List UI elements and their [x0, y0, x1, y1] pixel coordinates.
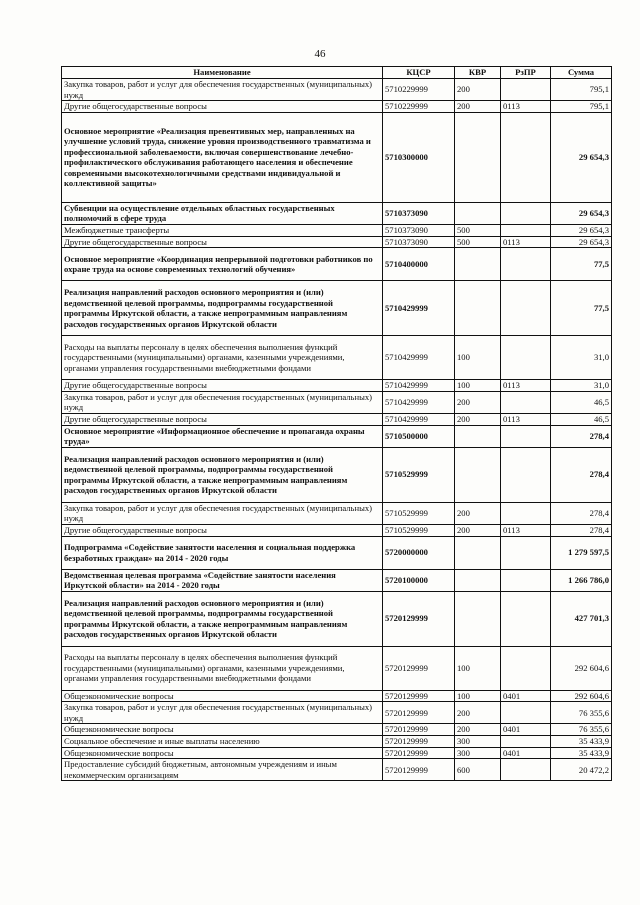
- table-row: [62, 79, 612, 101]
- cell-code: 5710429999: [383, 380, 455, 392]
- table-header-row: [62, 67, 612, 79]
- cell-rzpr: [501, 736, 551, 748]
- table-row: [62, 413, 612, 425]
- cell-kvr: [455, 447, 501, 502]
- cell-rzpr: 0113: [501, 236, 551, 248]
- cell-code: 5710529999: [383, 447, 455, 502]
- cell-sum: 46,5: [551, 413, 612, 425]
- cell-rzpr: [501, 224, 551, 236]
- cell-kvr: 100: [455, 690, 501, 702]
- cell-name: Другие общегосударственные вопросы: [62, 380, 383, 392]
- cell-name: Межбюджетные трансферты: [62, 224, 383, 236]
- cell-name: Общеэкономические вопросы: [62, 690, 383, 702]
- cell-code: 5710300000: [383, 112, 455, 202]
- table-row: [62, 724, 612, 736]
- cell-sum: 29 654,3: [551, 236, 612, 248]
- cell-rzpr: 0401: [501, 747, 551, 759]
- cell-sum: 278,4: [551, 447, 612, 502]
- cell-name: Другие общегосударственные вопросы: [62, 236, 383, 248]
- cell-code: 5710429999: [383, 281, 455, 336]
- cell-sum: 31,0: [551, 380, 612, 392]
- cell-sum: 795,1: [551, 79, 612, 101]
- cell-kvr: [455, 112, 501, 202]
- table-row: [62, 569, 612, 591]
- table-row: [62, 536, 612, 569]
- cell-kvr: 200: [455, 79, 501, 101]
- header-sum: Сумма: [551, 67, 612, 79]
- cell-kvr: [455, 591, 501, 646]
- cell-name: Общеэкономические вопросы: [62, 724, 383, 736]
- cell-sum: 35 433,9: [551, 736, 612, 748]
- header-rzpr: РзПР: [501, 67, 551, 79]
- table-row: [62, 447, 612, 502]
- table-row: [62, 747, 612, 759]
- cell-sum: 77,5: [551, 248, 612, 281]
- cell-rzpr: [501, 112, 551, 202]
- cell-rzpr: 0113: [501, 380, 551, 392]
- cell-sum: 1 266 786,0: [551, 569, 612, 591]
- cell-name: Другие общегосударственные вопросы: [62, 413, 383, 425]
- budget-table: [61, 66, 612, 781]
- cell-name: Ведомственная целевая программа «Содействие занятости населения Иркутской области» на 2014 - 2020 годы: [62, 569, 383, 591]
- table-row: [62, 425, 612, 447]
- cell-kvr: 300: [455, 747, 501, 759]
- cell-kvr: [455, 425, 501, 447]
- cell-code: 5720129999: [383, 736, 455, 748]
- header-kvr: КВР: [455, 67, 501, 79]
- cell-rzpr: [501, 536, 551, 569]
- cell-sum: 77,5: [551, 281, 612, 336]
- cell-name: Другие общегосударственные вопросы: [62, 524, 383, 536]
- cell-code: 5710373090: [383, 202, 455, 224]
- table-row: [62, 702, 612, 724]
- cell-code: 5710500000: [383, 425, 455, 447]
- cell-code: 5720129999: [383, 724, 455, 736]
- cell-kvr: 300: [455, 736, 501, 748]
- table-row: [62, 336, 612, 380]
- cell-code: 5710229999: [383, 79, 455, 101]
- cell-name: Закупка товаров, работ и услуг для обеспечения государственных (муниципальных) нужд: [62, 79, 383, 101]
- table-row: [62, 224, 612, 236]
- cell-code: 5710429999: [383, 391, 455, 413]
- cell-kvr: 200: [455, 101, 501, 113]
- table-row: [62, 391, 612, 413]
- cell-kvr: [455, 202, 501, 224]
- cell-name: Реализация направлений расходов основного мероприятия и (или) ведомственной целевой программы, подпрограммы государственной программы Иркутской области, а также непрограммным направлениям расходов государственных органов Иркутской области: [62, 591, 383, 646]
- cell-rzpr: 0113: [501, 413, 551, 425]
- cell-code: 5720100000: [383, 569, 455, 591]
- cell-name: Основное мероприятие «Реализация превентивных мер, направленных на улучшение условий труда, снижение уровня производственного травматизма и профессиональной заболеваемости, включая совершенствование лечебно-профилактического обслуживания работающего населения и обеспечение современными высокотехнологичными средствами индивидуальной и коллективной защиты»: [62, 112, 383, 202]
- table-row: [62, 524, 612, 536]
- cell-name: Другие общегосударственные вопросы: [62, 101, 383, 113]
- cell-rzpr: [501, 702, 551, 724]
- cell-kvr: [455, 536, 501, 569]
- cell-sum: 795,1: [551, 101, 612, 113]
- cell-name: Закупка товаров, работ и услуг для обеспечения государственных (муниципальных) нужд: [62, 702, 383, 724]
- cell-kvr: 100: [455, 380, 501, 392]
- cell-rzpr: [501, 281, 551, 336]
- cell-name: Социальное обеспечение и иные выплаты населению: [62, 736, 383, 748]
- cell-kvr: 200: [455, 702, 501, 724]
- table-row: [62, 646, 612, 690]
- cell-sum: 278,4: [551, 524, 612, 536]
- cell-code: 5710373090: [383, 236, 455, 248]
- cell-code: 5720129999: [383, 759, 455, 781]
- cell-kvr: 200: [455, 413, 501, 425]
- cell-kvr: 200: [455, 724, 501, 736]
- cell-sum: 29 654,3: [551, 112, 612, 202]
- cell-code: 5710429999: [383, 336, 455, 380]
- cell-name: Подпрограмма «Содействие занятости населения и социальная поддержка безработных граждан» на 2014 - 2020 годы: [62, 536, 383, 569]
- table-row: [62, 112, 612, 202]
- table-row: [62, 202, 612, 224]
- table-row: [62, 281, 612, 336]
- table-row: [62, 101, 612, 113]
- table-row: [62, 380, 612, 392]
- cell-rzpr: 0401: [501, 690, 551, 702]
- table-row: [62, 736, 612, 748]
- cell-kvr: 500: [455, 224, 501, 236]
- table-body: [62, 79, 612, 781]
- cell-sum: 427 701,3: [551, 591, 612, 646]
- table-row: [62, 759, 612, 781]
- table-row: [62, 502, 612, 524]
- cell-rzpr: [501, 336, 551, 380]
- cell-code: 5720129999: [383, 702, 455, 724]
- cell-code: 5720129999: [383, 690, 455, 702]
- cell-kvr: [455, 281, 501, 336]
- cell-kvr: 200: [455, 524, 501, 536]
- cell-sum: 278,4: [551, 425, 612, 447]
- cell-code: 5710229999: [383, 101, 455, 113]
- cell-name: Общеэкономические вопросы: [62, 747, 383, 759]
- cell-rzpr: [501, 79, 551, 101]
- cell-sum: 76 355,6: [551, 724, 612, 736]
- cell-kvr: 200: [455, 391, 501, 413]
- cell-code: 5710373090: [383, 224, 455, 236]
- cell-code: 5720129999: [383, 591, 455, 646]
- table-row: [62, 248, 612, 281]
- page-number: 46: [314, 48, 326, 60]
- cell-sum: 31,0: [551, 336, 612, 380]
- cell-rzpr: [501, 391, 551, 413]
- cell-sum: 292 604,6: [551, 646, 612, 690]
- cell-sum: 29 654,3: [551, 202, 612, 224]
- header-name: Наименование: [62, 67, 383, 79]
- cell-name: Расходы на выплаты персоналу в целях обеспечения выполнения функций государственными (муниципальными) органами, казенными учреждениями, органами управления государственными внебюджетными фондами: [62, 336, 383, 380]
- table-row: [62, 690, 612, 702]
- cell-code: 5710529999: [383, 524, 455, 536]
- cell-rzpr: [501, 569, 551, 591]
- cell-kvr: 100: [455, 646, 501, 690]
- cell-rzpr: [501, 447, 551, 502]
- table-row: [62, 591, 612, 646]
- cell-kvr: [455, 248, 501, 281]
- cell-kvr: 600: [455, 759, 501, 781]
- cell-code: 5720000000: [383, 536, 455, 569]
- cell-name: Основное мероприятие «Информационное обеспечение и пропаганда охраны труда»: [62, 425, 383, 447]
- table-row: [62, 236, 612, 248]
- cell-name: Субвенции на осуществление отдельных областных государственных полномочий в сфере труда: [62, 202, 383, 224]
- cell-sum: 292 604,6: [551, 690, 612, 702]
- cell-sum: 29 654,3: [551, 224, 612, 236]
- cell-rzpr: [501, 591, 551, 646]
- cell-rzpr: [501, 425, 551, 447]
- cell-rzpr: [501, 502, 551, 524]
- cell-sum: 35 433,9: [551, 747, 612, 759]
- cell-sum: 1 279 597,5: [551, 536, 612, 569]
- cell-name: Расходы на выплаты персоналу в целях обеспечения выполнения функций государственными (муниципальными) органами, казенными учреждениями, органами управления государственными внебюджетными фондами: [62, 646, 383, 690]
- cell-kvr: [455, 569, 501, 591]
- cell-rzpr: [501, 646, 551, 690]
- cell-name: Реализация направлений расходов основного мероприятия и (или) ведомственной целевой программы, подпрограммы государственной программы Иркутской области, а также непрограммным направлениям расходов государственных органов Иркутской области: [62, 447, 383, 502]
- cell-sum: 20 472,2: [551, 759, 612, 781]
- cell-rzpr: 0113: [501, 101, 551, 113]
- cell-name: Закупка товаров, работ и услуг для обеспечения государственных (муниципальных) нужд: [62, 391, 383, 413]
- cell-kvr: 100: [455, 336, 501, 380]
- cell-code: 5710400000: [383, 248, 455, 281]
- cell-rzpr: [501, 759, 551, 781]
- cell-rzpr: 0113: [501, 524, 551, 536]
- cell-code: 5710429999: [383, 413, 455, 425]
- header-code: КЦСР: [383, 67, 455, 79]
- cell-code: 5710529999: [383, 502, 455, 524]
- cell-name: Закупка товаров, работ и услуг для обеспечения государственных (муниципальных) нужд: [62, 502, 383, 524]
- cell-code: 5720129999: [383, 747, 455, 759]
- cell-sum: 278,4: [551, 502, 612, 524]
- cell-name: Предоставление субсидий бюджетным, автономным учреждениям и иным некоммерческим организациям: [62, 759, 383, 781]
- cell-kvr: 200: [455, 502, 501, 524]
- cell-sum: 46,5: [551, 391, 612, 413]
- cell-sum: 76 355,6: [551, 702, 612, 724]
- cell-rzpr: 0401: [501, 724, 551, 736]
- cell-code: 5720129999: [383, 646, 455, 690]
- cell-kvr: 500: [455, 236, 501, 248]
- cell-name: Основное мероприятие «Координация непрерывной подготовки работников по охране труда на основе современных технологий обучения»: [62, 248, 383, 281]
- cell-rzpr: [501, 202, 551, 224]
- cell-rzpr: [501, 248, 551, 281]
- cell-name: Реализация направлений расходов основного мероприятия и (или) ведомственной целевой программы, подпрограммы государственной программы Иркутской области, а также непрограммным направлениям расходов государственных органов Иркутской области: [62, 281, 383, 336]
